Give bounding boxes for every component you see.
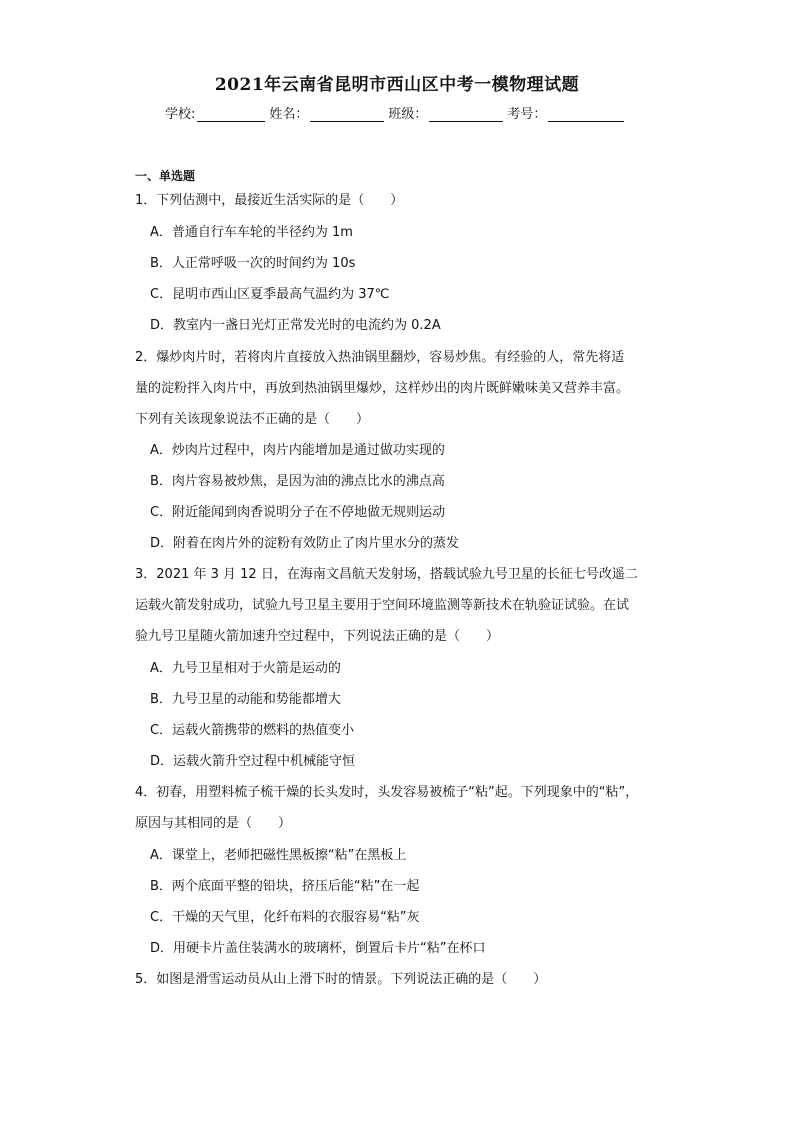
question-5-line-1: 5．如图是滑雪运动员从山上滑下时的情景。下列说法正确的是（ ） [135, 972, 547, 987]
question-2-option-d: D．附着在肉片外的淀粉有效防止了肉片里水分的蒸发 [150, 536, 460, 551]
question-3-option-c: C．运载火箭携带的燃料的热值变小 [150, 723, 355, 738]
question-2-line-3: 下列有关该现象说法不正确的是（ ） [135, 412, 370, 427]
question-1-option-d: D．教室内一盏日光灯正常发光时的电流约为 0.2A [150, 318, 441, 333]
school-label: 学校: [165, 107, 196, 122]
question-1-option-b: B．人正常呼吸一次的时间约为 10s [150, 256, 356, 271]
question-4-line-1: 4．初春，用塑料梳子梳干燥的长头发时，头发容易被梳子“粘”起。下列现象中的“粘”， [135, 785, 639, 800]
school-blank[interactable] [197, 107, 265, 122]
name-blank[interactable] [310, 107, 384, 122]
class-label: 班级： [388, 107, 428, 122]
class-field [388, 103, 507, 122]
question-1-option-c: C．昆明市西山区夏季最高气温约为 37℃ [150, 287, 390, 302]
question-1-option-a: A．普通自行车车轮的半径约为 1m [150, 225, 353, 240]
class-blank[interactable] [429, 107, 503, 122]
name-field [269, 103, 388, 122]
question-3-option-a: A．九号卫星相对于火箭是运动的 [150, 661, 341, 676]
name-label: 姓名： [269, 107, 309, 122]
question-2-option-a: A．炒肉片过程中，肉片内能增加是通过做功实现的 [150, 443, 445, 458]
question-3-option-d: D．运载火箭升空过程中机械能守恒 [150, 754, 356, 769]
student-info-line [165, 103, 628, 122]
question-2-line-1: 2．爆炒肉片时，若将肉片直接放入热油锅里翻炒，容易炒焦。有经验的人，常先将适 [135, 350, 625, 365]
question-3-line-1: 3．2021 年 3 月 12 日，在海南文昌航天发射场，搭载试验九号卫星的长征七号改遥二 [135, 567, 638, 582]
exam-no-field [507, 103, 628, 122]
question-4-option-a: A．课堂上，老师把磁性黑板擦“粘”在黑板上 [150, 848, 407, 863]
question-4-option-d: D．用硬卡片盖住装满水的玻璃杯，倒置后卡片“粘”在杯口 [150, 941, 486, 956]
question-2-line-2: 量的淀粉拌入肉片中，再放到热油锅里爆炒，这样炒出的肉片既鲜嫩味美又营养丰富。 [135, 381, 630, 396]
school-field [165, 103, 269, 122]
question-2-option-b: B．肉片容易被炒焦，是因为油的沸点比水的沸点高 [150, 474, 445, 489]
question-3-option-b: B．九号卫星的动能和势能都增大 [150, 692, 341, 707]
exam-title: 2021年云南省昆明市西山区中考一模物理试题 [214, 75, 580, 95]
question-2-option-c: C．附近能闻到肉香说明分子在不停地做无规则运动 [150, 505, 446, 520]
question-3-line-3: 验九号卫星随火箭加速升空过程中，下列说法正确的是（ ） [135, 629, 500, 644]
question-1-line: 1．下列估测中，最接近生活实际的是（ ） [135, 193, 404, 208]
question-3-line-2: 运载火箭发射成功，试验九号卫星主要用于空间环境监测等新技术在轨验证试验。在试 [135, 598, 630, 613]
question-4-option-c: C．干燥的天气里，化纤布料的衣服容易“粘”灰 [150, 910, 420, 925]
section-heading: 一、单选题 [135, 169, 196, 183]
exam-no-label: 考号： [507, 107, 547, 122]
exam-no-blank[interactable] [548, 107, 624, 122]
question-4-option-b: B．两个底面平整的铅块，挤压后能“粘”在一起 [150, 879, 420, 894]
question-4-line-2: 原因与其相同的是（ ） [135, 816, 292, 831]
